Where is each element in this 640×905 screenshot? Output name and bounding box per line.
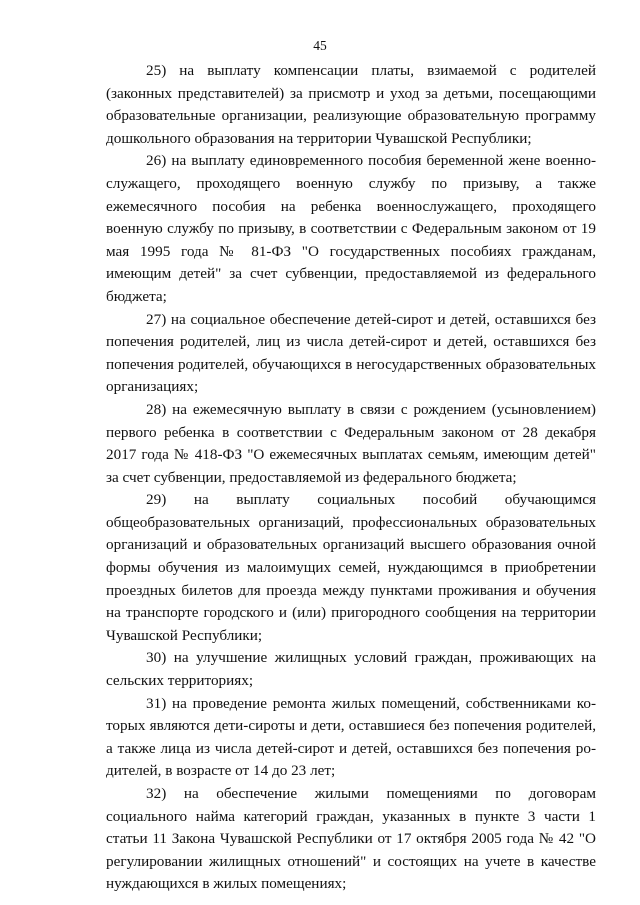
paragraph-item-31: 31) на проведение ремонта жилых помещений, собственниками которых являются дети-сироты и дети, оставшиеся без попечения родителей, а также лица из числа детей-сирот и детей, оставшихся без попечения родителей, в возрасте от 14 до 23 лет; xyxy=(106,694,596,780)
document-body xyxy=(106,60,596,896)
paragraph-item-30: 30) на улучшение жилищных условий граждан, проживающих на сельских территориях; xyxy=(106,649,596,690)
page-number: 45 xyxy=(313,38,327,53)
paragraph-item-27: 27) на социальное обеспечение детей-сирот и детей, оставшихся без попечения родителей, лиц из числа детей-сирот и детей, оставшихся без попечения родителей, обучающихся в негосударственных образовательных организациях; xyxy=(106,310,596,396)
paragraph-item-26: 26) на выплату единовременного пособия беременной жене военнослужащего, проходящего военную службу по призыву, а также ежемесячного пособия на ребенка военнослужащего, проходящего военную службу по призыву, в соответствии с Федеральным законом от 19 мая 1995 года № 81-ФЗ "О государственных пособиях гражданам, имеющим детей" за счет субвенции, предоставляемой из федерального бюджета; xyxy=(106,152,596,305)
paragraph-item-25: 25) на выплату компенсации платы, взимаемой с родителей (законных представителей) за присмотр и уход за детьми, посещающими образовательные организации, реализующие образовательную программу дошкольного образования на территории Чувашской Республики; xyxy=(106,62,596,147)
paragraph-item-28: 28) на ежемесячную выплату в связи с рождением (усыновлением) первого ребенка в соответствии с Федеральным законом от 28 декабря 2017 года № 418-ФЗ "О ежемесячных выплатах семьям, имеющим детей" за счет субвенции, предоставляемой из федерального бюджета; xyxy=(106,400,596,486)
paragraph-item-29: 29) на выплату социальных пособий обучающимся общеобразовательных организаций, профессиональных образовательных организаций и образовательных организаций высшего образования очной формы обучения из малоимущих семей, нуждающимся в приобретении проездных билетов для проезда между пунктами проживания и обучения на транспорте городского и (или) пригородного сообщения на территории Чувашской Республики; xyxy=(106,491,596,644)
paragraph-item-32: 32) на обеспечение жилыми помещениями по договорам социального найма категорий граждан, указанных в пункте 3 части 1 статьи 11 Закона Чувашской Республики от 17 октября 2005 года № 42 "О регулировании жилищных отношений" и состоящих на учете в качестве нуждающихся в жилых помещениях; xyxy=(106,785,596,893)
